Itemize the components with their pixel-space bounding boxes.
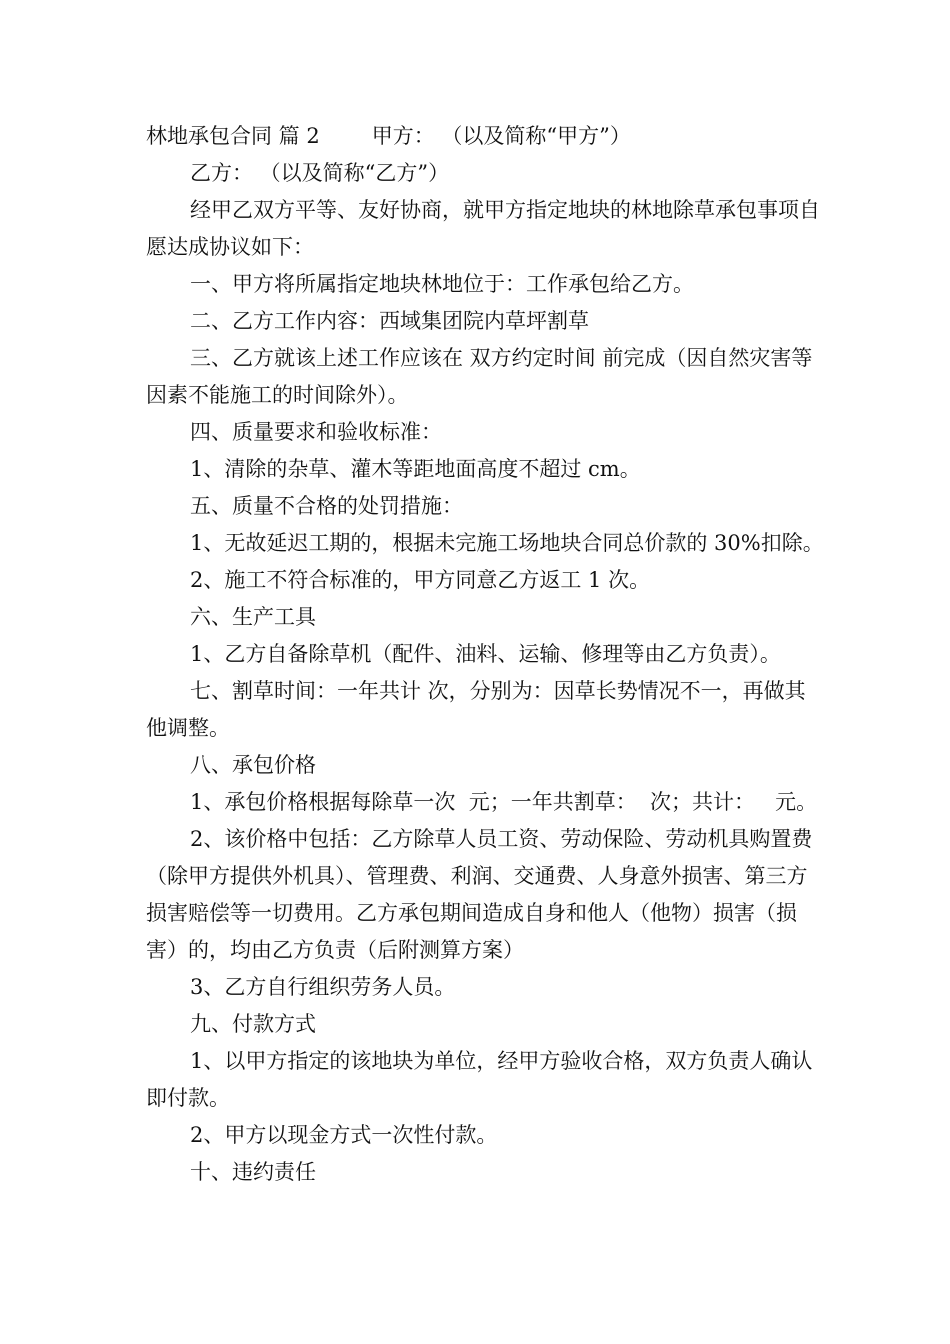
- clause-5-item-2: 2、施工不符合标准的，甲方同意乙方返工 1 次。: [190, 568, 651, 592]
- clause-3: 三、乙方就该上述工作应该在 双方约定时间 前完成（因自然灾害等因素不能施工的时间除外）。: [146, 346, 813, 407]
- clause-4-heading: 四、质量要求和验收标准：: [190, 420, 442, 444]
- document-title: 林地承包合同 篇 2: [146, 124, 320, 148]
- clause-7: 七、割草时间：一年共计 次，分别为：因草长势情况不一，再做其他调整。: [146, 679, 806, 740]
- clause-8-item-2: 2、该价格中包括：乙方除草人员工资、劳动保险、劳动机具购置费（除甲方提供外机具）、管理费、利润、交通费、人身意外损害、第三方损害赔偿等一切费用。乙方承包期间造成自身和他人（他物）损害（损害）的，均由乙方负责（后附测算方案）: [146, 827, 813, 962]
- clause-6-heading: 六、生产工具: [190, 605, 316, 629]
- party-a-line: 甲方： （以及简称“甲方”）: [371, 124, 631, 148]
- party-b-line: 乙方： （以及简称“乙方”）: [190, 161, 450, 185]
- clause-9-item-1: 1、以甲方指定的该地块为单位，经甲方验收合格，双方负责人确认即付款。: [146, 1049, 813, 1110]
- clause-9-heading: 九、付款方式: [190, 1012, 316, 1036]
- clause-5-heading: 五、质量不合格的处罚措施：: [190, 494, 463, 518]
- document-body: [146, 118, 826, 1191]
- clause-9-item-2: 2、甲方以现金方式一次性付款。: [190, 1123, 498, 1147]
- clause-1: 一、甲方将所属指定地块林地位于：工作承包给乙方。: [190, 272, 694, 296]
- preamble-paragraph: 经甲乙双方平等、友好协商，就甲方指定地块的林地除草承包事项自愿达成协议如下：: [146, 198, 820, 259]
- clause-5-item-1: 1、无故延迟工期的，根据未完施工场地块合同总价款的 30%扣除。: [190, 531, 824, 555]
- clause-10-heading: 十、违约责任: [190, 1160, 316, 1184]
- title-line: [146, 118, 826, 155]
- clause-8-item-1: 1、承包价格根据每除草一次 元；一年共割草： 次；共计： 元。: [190, 790, 818, 814]
- clause-8-item-3: 3、乙方自行组织劳务人员。: [190, 975, 456, 999]
- clause-6-item-1: 1、乙方自备除草机（配件、油料、运输、修理等由乙方负责）。: [190, 642, 781, 666]
- clause-2: 二、乙方工作内容：西域集团院内草坪割草: [190, 309, 589, 333]
- clause-4-item-1: 1、清除的杂草、灌木等距地面高度不超过 cm。: [190, 457, 641, 481]
- clause-8-heading: 八、承包价格: [190, 753, 316, 777]
